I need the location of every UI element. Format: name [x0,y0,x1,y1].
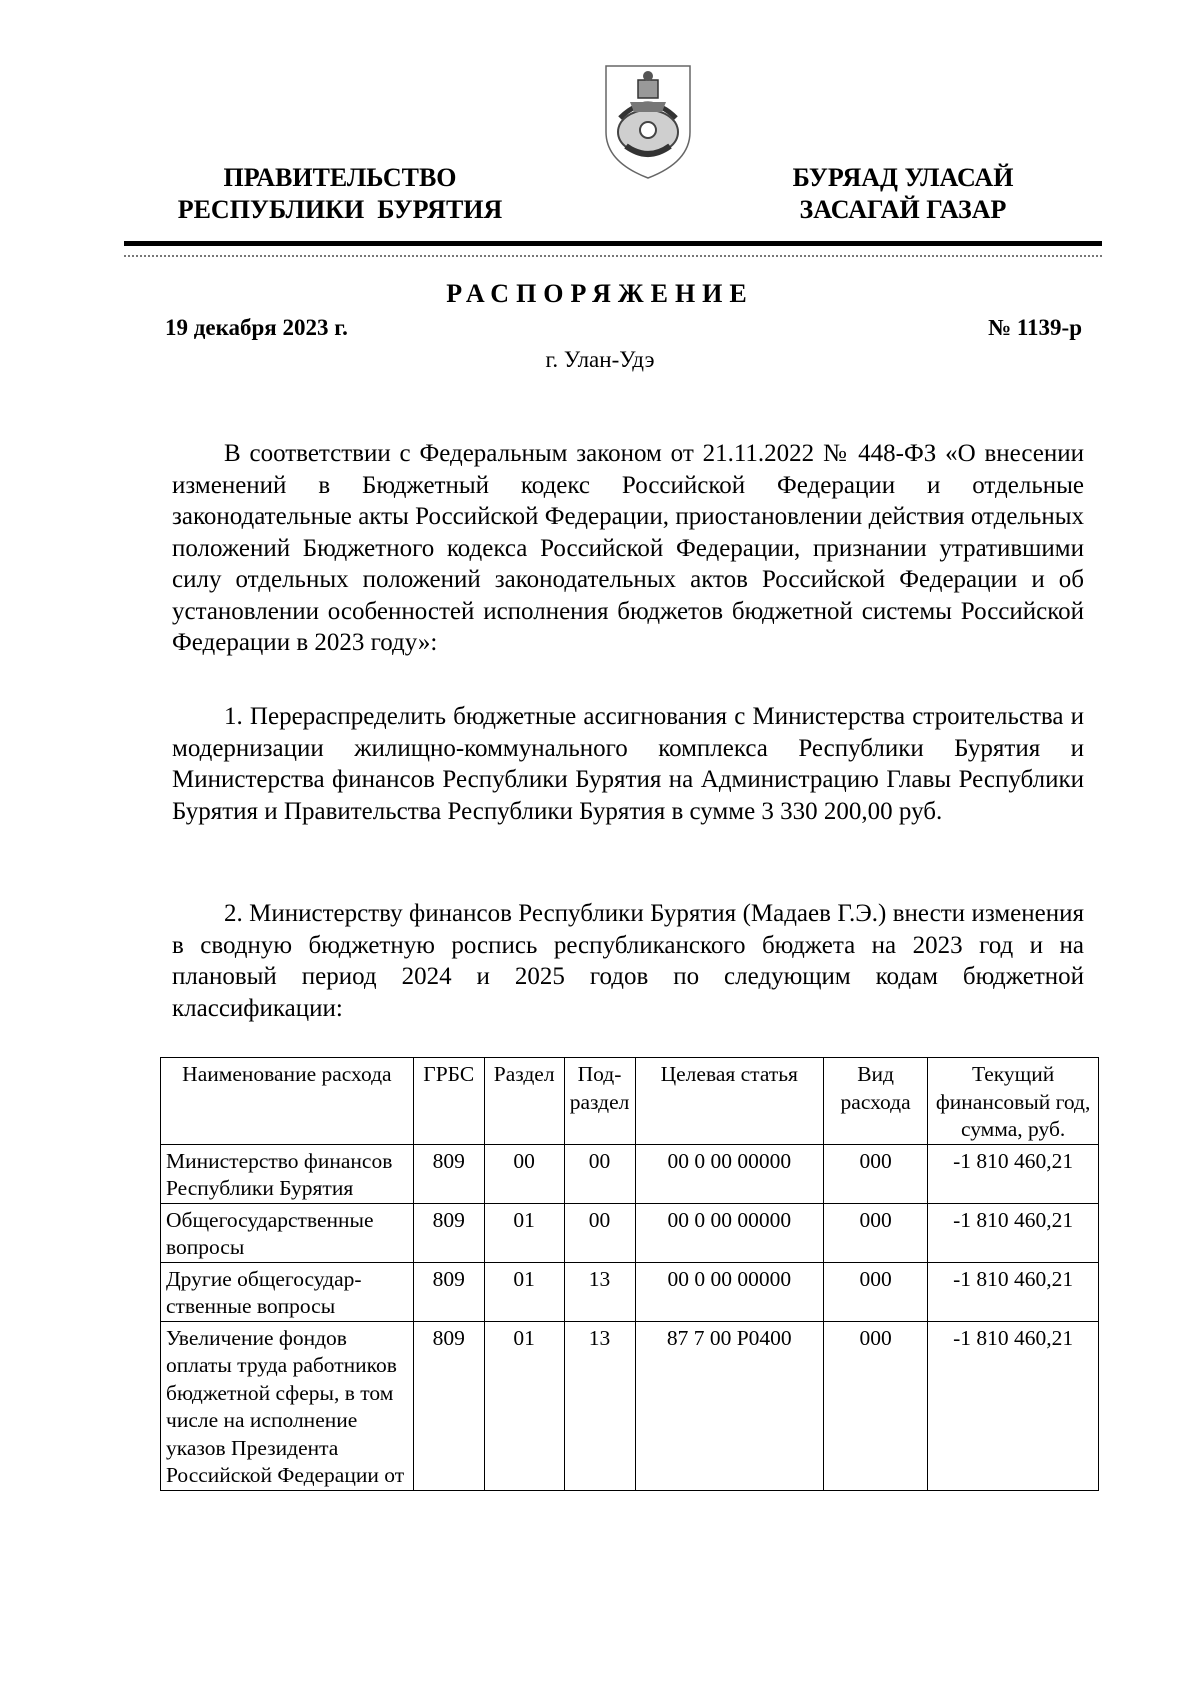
cell-expense-name: Другие общегосударственные вопросы [161,1262,414,1321]
cell-target-article: 87 7 00 Р0400 [635,1321,823,1490]
cell-subsection: 00 [564,1203,635,1262]
cell-amount: -1 810 460,21 [928,1144,1099,1203]
budget-classification-table [160,1057,1099,1491]
body-paragraph-preamble: В соответствии с Федеральным законом от 21.11.2022 № 448-ФЗ «О внесении изменений в Бюджетный кодекс Российской Федерации и отдельные законодательные акты Российской Федерации, приостановлении действия отдельных положений Бюджетного кодекса Российской Федерации, признании утратившими силу отдельных положений законодательных актов Российской Федерации и об установлении особенностей исполнения бюджетов бюджетной системы Российской Федерации в 2023 году»: [172,440,1084,656]
cell-expense-type: 000 [824,1262,928,1321]
cell-amount: -1 810 460,21 [928,1321,1099,1490]
table-row [161,1144,1099,1203]
cell-expense-type: 000 [824,1144,928,1203]
cell-expense-type: 000 [824,1203,928,1262]
table-row [161,1203,1099,1262]
header-grbs: ГРБС [413,1058,484,1145]
cell-section: 01 [484,1203,564,1262]
cell-target-article: 00 0 00 00000 [635,1203,823,1262]
coat-of-arms-icon [600,62,696,180]
cell-expense-name: Увеличение фондов оплаты труда работников бюджетной сферы, в том числе на исполнение указов Президента Российской Федерации от [161,1321,414,1490]
header-amount: Текущий финансовый год, сумма, руб. [928,1058,1099,1145]
cell-section: 01 [484,1321,564,1490]
cell-expense-type: 000 [824,1321,928,1490]
cell-section: 01 [484,1262,564,1321]
cell-expense-name: Общегосударственные вопросы [161,1203,414,1262]
cell-amount: -1 810 460,21 [928,1203,1099,1262]
org-ru-line-1: ПРАВИТЕЛЬСТВО [223,163,457,192]
header-subsection: Подраздел [564,1058,635,1145]
org-bua-line-1: БУРЯАД УЛАСАЙ [792,163,1014,192]
table-row [161,1321,1099,1490]
header-expense-name: Наименование расхода [161,1058,414,1145]
cell-subsection: 13 [564,1262,635,1321]
table-header-row [161,1058,1099,1145]
cell-grbs: 809 [413,1144,484,1203]
header-divider-dotted [124,255,1102,257]
org-ru-line-2: РЕСПУБЛИКИ БУРЯТИЯ [177,195,503,224]
cell-subsection: 00 [564,1144,635,1203]
coat-of-arms-graphic [600,62,696,180]
cell-grbs: 809 [413,1203,484,1262]
header-divider-thick [124,241,1102,246]
document-date: 19 декабря 2023 г. [165,315,348,340]
org-bua-line-2: ЗАСАГАЙ ГАЗАР [799,195,1007,224]
cell-section: 00 [484,1144,564,1203]
table-row [161,1262,1099,1321]
cell-subsection: 13 [564,1321,635,1490]
organization-name-buryat [768,162,1038,226]
header-section: Раздел [484,1058,564,1145]
body-paragraph-item-1: 1. Перераспределить бюджетные ассигнования с Министерства строительства и модернизации жилищно-коммунального комплекса Республики Бурятия и Министерства финансов Республики Бурятия на Администрацию Главы Республики Бурятия и Правительства Республики Бурятия в сумме 3 330 200,00 руб. [172,703,1084,825]
document-number: № 1139-р [987,315,1082,340]
cell-grbs: 809 [413,1321,484,1490]
body-paragraph-item-2: 2. Министерству финансов Республики Бурятия (Мадаев Г.Э.) внести изменения в сводную бюджетную роспись республиканского бюджета на 2023 год и на плановый период 2024 и 2025 годов по следующим кодам бюджетной классификации: [172,900,1084,1022]
cell-expense-name: Министерство финансов Республики Бурятия [161,1144,414,1203]
document-type-title: РАСПОРЯЖЕНИЕ [446,279,754,308]
header-target-article: Целевая статья [635,1058,823,1145]
cell-target-article: 00 0 00 00000 [635,1262,823,1321]
cell-grbs: 809 [413,1262,484,1321]
header-expense-type: Вид расхода [824,1058,928,1145]
cell-amount: -1 810 460,21 [928,1262,1099,1321]
organization-name-russian [150,162,530,226]
document-city: г. Улан-Удэ [545,347,655,372]
cell-target-article: 00 0 00 00000 [635,1144,823,1203]
